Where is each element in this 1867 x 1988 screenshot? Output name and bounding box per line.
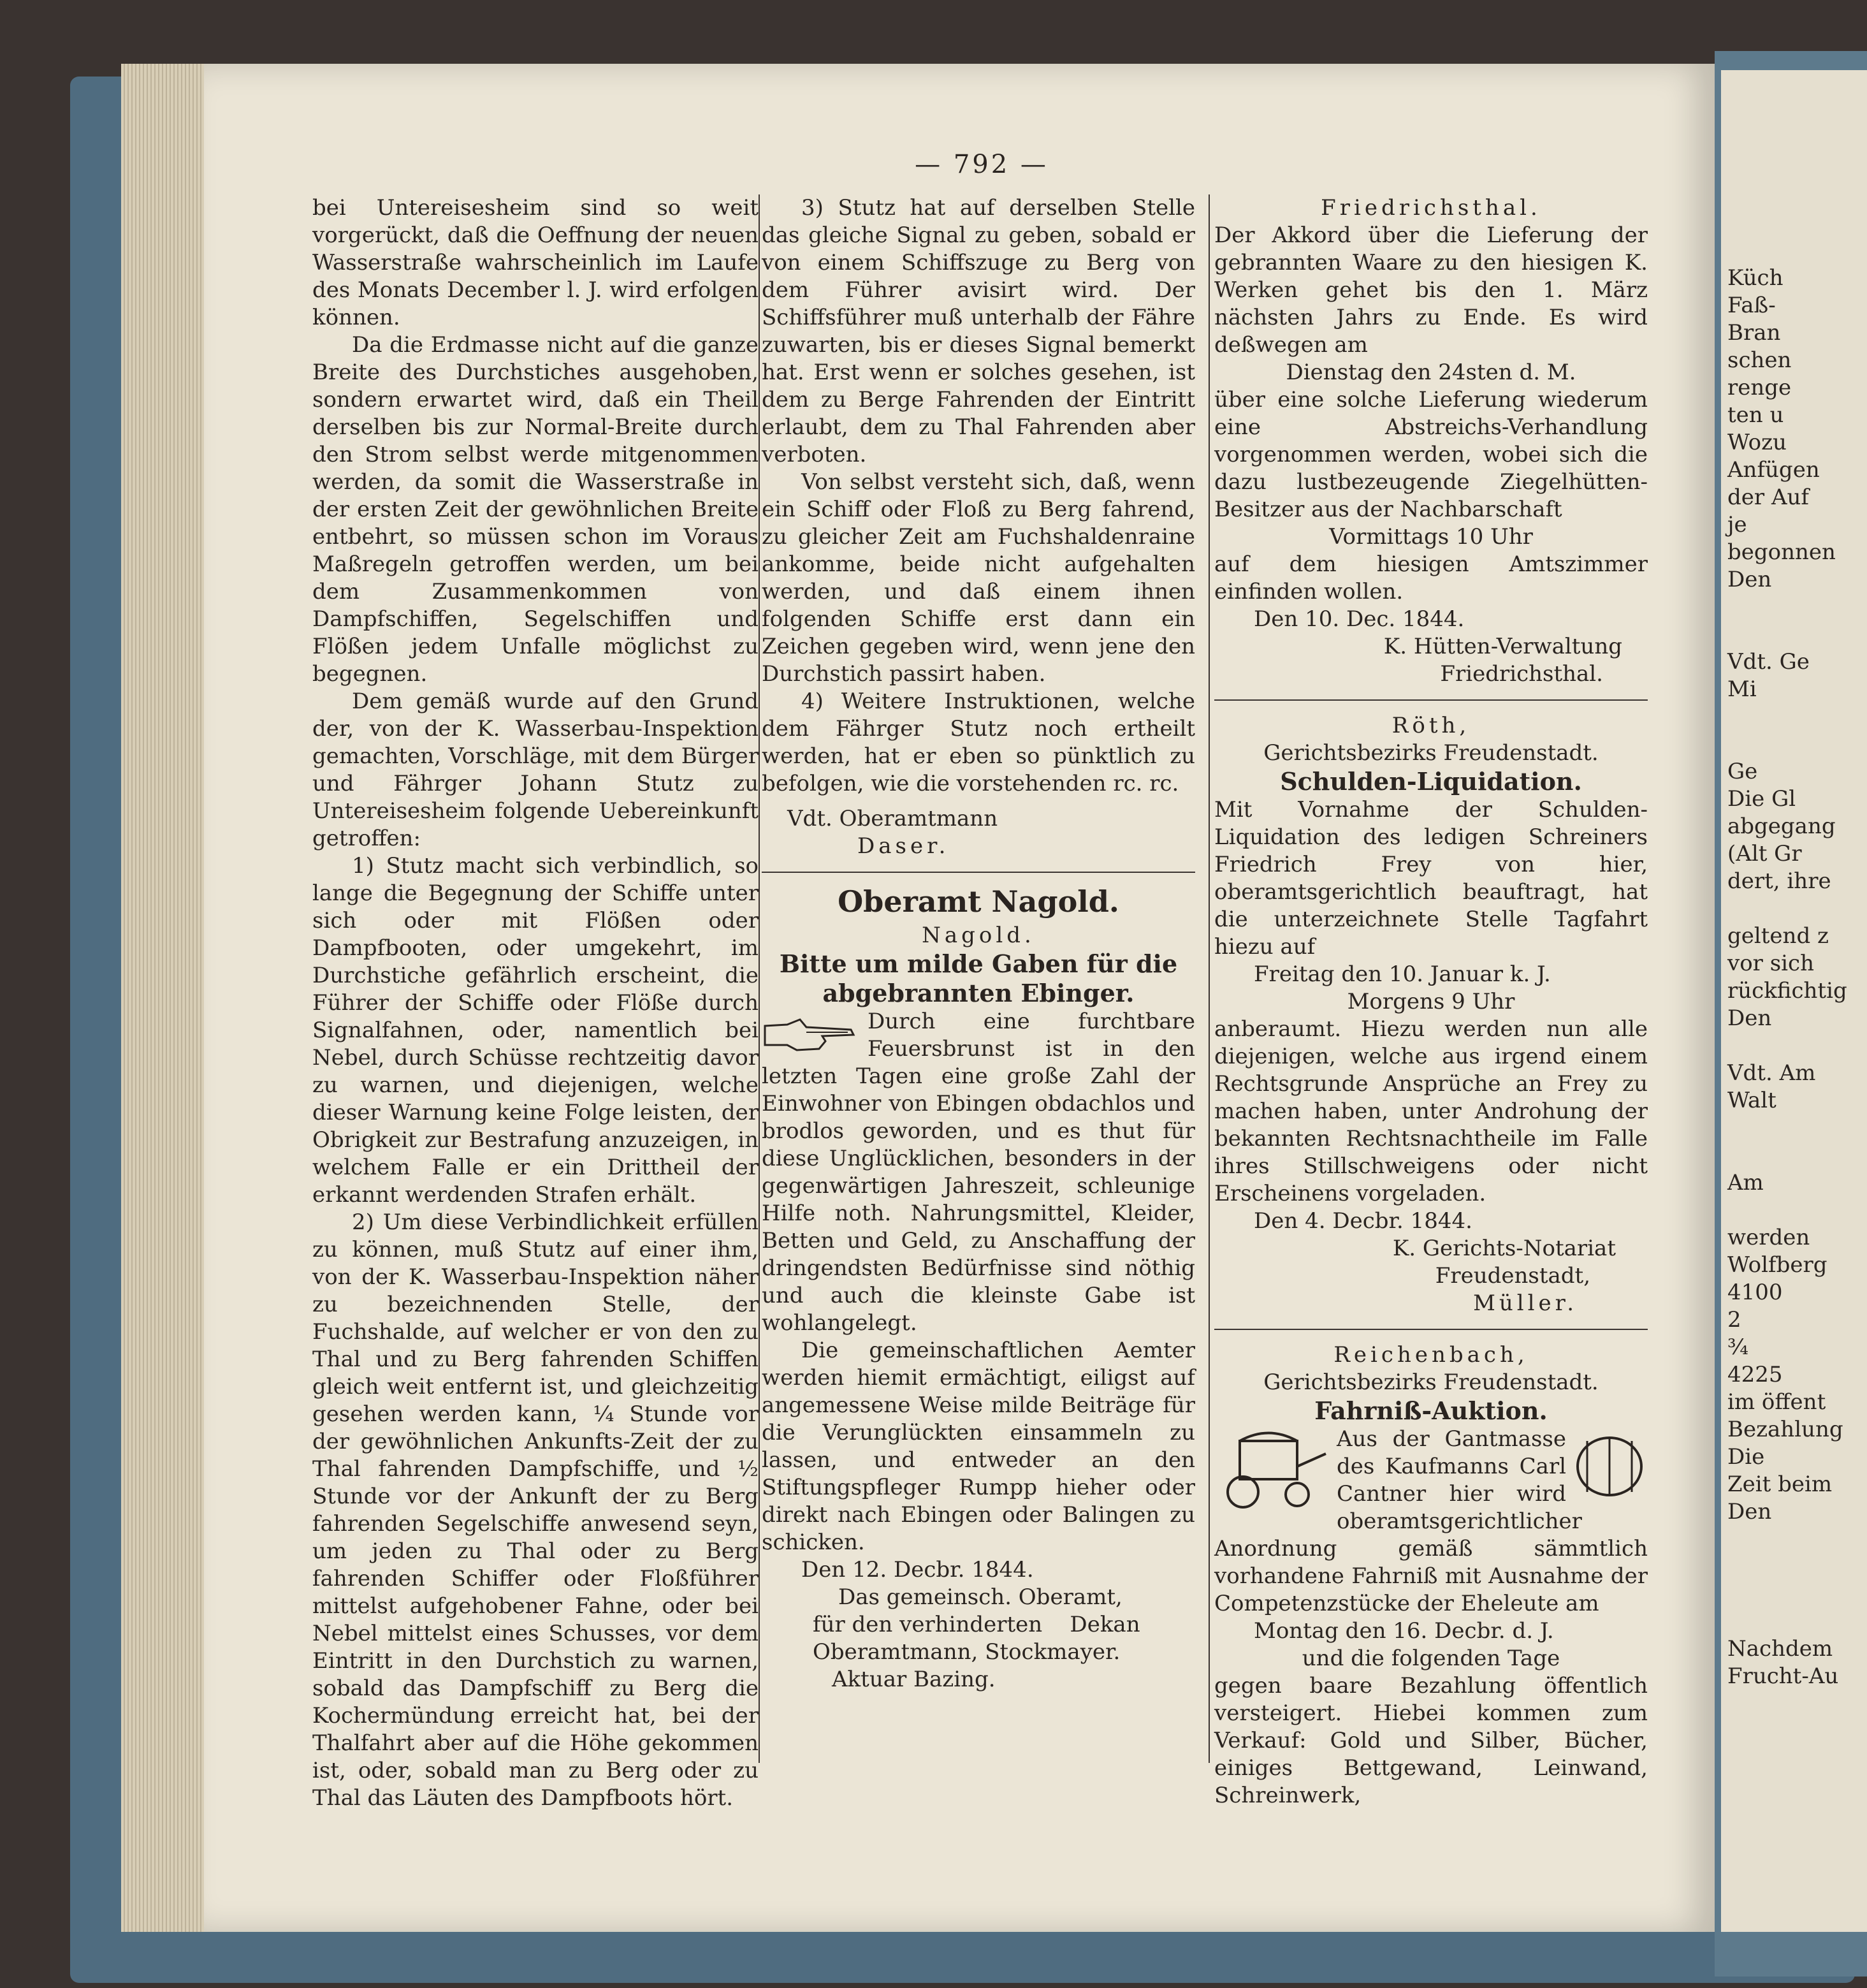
place-name: Röth, (1391, 713, 1471, 738)
next-page-line: Vdt. Am (1727, 1060, 1816, 1086)
next-page-line: der Auf (1727, 485, 1809, 510)
office-heading: Oberamt Nagold. (838, 884, 1119, 919)
paragraph: Da die Erdmasse nicht auf die ganze Breite des Durchstiches ausgehoben, sondern erwartet wird, daß ein Theil derselben bis zur Normal-Breite durch den Strom selbst werde mitgenommen werden, da somit die Wasserstraße in der ersten Zeit der gewöhnlichen Breite entbehrt, so müssen schon im Voraus Maßregeln getroffen werden, um bei dem Zusammenkommen von Dampfschiffen, Segelschiffen und Flößen jedem Unfalle möglichst zu begegnen. (312, 332, 759, 687)
barrel-icon (1571, 1428, 1648, 1505)
next-page-line (1727, 895, 1847, 923)
next-page-line: Nachdem (1727, 1636, 1833, 1662)
column-1 (312, 194, 759, 1812)
next-page-line: dert, ihre (1727, 868, 1831, 894)
signature-line: Vdt. Oberamtmann (787, 806, 998, 831)
appeal-text (762, 1008, 1195, 1337)
carriage-icon (1214, 1428, 1329, 1511)
next-page-line: im öffent (1727, 1389, 1826, 1415)
column-2 (762, 194, 1195, 1693)
date-line: Den 12. Decbr. 1844. (801, 1557, 1034, 1582)
next-page-line (1727, 621, 1847, 648)
place-name: Reichenbach, (1333, 1342, 1529, 1368)
pointing-hand-icon (762, 1013, 857, 1058)
paragraph: und die folgenden Tage (1302, 1646, 1560, 1671)
signature-line: Aktuar Bazing. (832, 1667, 996, 1692)
next-page-line: ten u (1727, 402, 1784, 428)
next-page-text (1727, 265, 1847, 1690)
paragraph: auf dem hiesigen Amtszimmer einfinden wollen. (1214, 552, 1648, 604)
next-page-line: Den (1727, 1005, 1772, 1031)
next-page (1721, 70, 1867, 1932)
next-page-line: Wozu (1727, 430, 1787, 455)
signature-line: K. Gerichts-Notariat (1392, 1236, 1616, 1261)
next-page-line: 4225 (1727, 1362, 1783, 1387)
next-page-line (1727, 594, 1847, 621)
next-page-line: Am (1727, 1170, 1764, 1195)
appeal-body: Durch eine furchtbare Feuersbrunst ist in den letzten Tagen eine große Zahl der Einwohner von Ebingen obdachlos und brodlos geworden, und es thut für diese Unglücklichen, besonders in der gegenwärtigen Jahreszeit, schleunige Hilfe noth. Nahrungsmittel, Kleider, Betten und Geld, zu Anschaffung der dringendsten Bedürfnisse sind nöthig und auch die kleinste Gabe ist wohlangelegt. (762, 1009, 1195, 1336)
next-page-line (1727, 1553, 1847, 1581)
signature-line: K. Hütten-Verwaltung (1383, 634, 1622, 659)
signature-line: Das gemeinsch. Oberamt, (838, 1584, 1122, 1610)
next-page-line: Faß- (1727, 293, 1776, 318)
next-page-line: Frucht-Au (1727, 1663, 1839, 1689)
paragraph: Von selbst versteht sich, daß, wenn ein Schiff oder Floß zu Berg fahrend, zu gleicher Zeit am Fuchshaldenraine ankomme, beide nicht aufgehalten werden, und daß einem ihnen folgenden Schiffe erst dann ein Zeichen gegeben wird, wenn jene den Durchstich passirt haben. (762, 469, 1195, 687)
column-rule-2 (1209, 194, 1210, 1763)
date-line: Freitag den 10. Januar k. J. (1254, 961, 1551, 987)
next-page-line: geltend z (1727, 923, 1829, 949)
next-page-line: Mi (1727, 676, 1757, 702)
paragraph: 3) Stutz hat auf derselben Stelle das gleiche Signal zu geben, sobald er von einem Schiffszuge zu Berg von dem Führer avisirt wird. Der Schiffsführer muß unterhalb der Fähre zuwarten, bis er dieses Signal bemerkt hat. Erst wenn er solches gesehen, ist dem zu Berge Fahrenden der Eintritt erlaubt, dem zu Thal Fahrenden aber verboten. (762, 195, 1195, 467)
divider (1214, 1329, 1648, 1330)
next-page-line: ¾ (1727, 1334, 1748, 1360)
next-page-line: werden (1727, 1225, 1810, 1250)
date-line: Den 10. Dec. 1844. (1254, 606, 1465, 632)
next-page-line: renge (1727, 375, 1792, 400)
column-3 (1214, 194, 1648, 1809)
paragraph: Dem gemäß wurde auf den Grund der, von der K. Wasserbau-Inspektion gemachten, Vorschläge, mit dem Bürger und Fährger Johann Stutz zu Untereisesheim folgende Uebereinkunft getroffen: (312, 689, 759, 851)
paragraph: Die gemeinschaftlichen Aemter werden hiemit ermächtigt, eiligst auf angemessene Weise milde Beiträge für die Verunglückten einsammeln zu lassen, und entweder an den Stiftungspfleger Rumpp hieher oder direkt nach Ebingen oder Balingen zu schicken. (762, 1338, 1195, 1555)
next-page-line: (Alt Gr (1727, 841, 1802, 866)
next-page-line: Wolfberg (1727, 1252, 1827, 1278)
next-page-line: Vdt. Ge (1727, 649, 1810, 675)
paragraph: über eine solche Lieferung wiederum eine Abstreichs-Verhandlung vorgenommen werden, wobei sich die dazu lustbezeugende Ziegelhütten-Besitzer aus der Nachbarschaft (1214, 387, 1648, 522)
divider (1214, 699, 1648, 701)
notice-title: Bitte um milde Gaben für die abgebrannten Ebinger. (779, 949, 1178, 1007)
next-page-line (1727, 1526, 1847, 1553)
signature-line: Freudenstadt, (1435, 1263, 1590, 1289)
next-page-line (1727, 1608, 1847, 1635)
notice-title: Schulden-Liquidation. (1280, 767, 1582, 796)
next-page-line: rückfichtig (1727, 978, 1847, 1004)
date-line: Den 4. Decbr. 1844. (1254, 1208, 1472, 1234)
next-page-line (1727, 1197, 1847, 1224)
paragraph: bei Untereisesheim sind so weit vorgerückt, daß die Oeffnung der neuen Wasserstraße wahrscheinlich im Laufe des Monats December l. J. wird erfolgen können. (312, 195, 759, 330)
auction-text (1214, 1426, 1648, 1618)
signature-line: Friedrichsthal. (1440, 661, 1603, 687)
signature-name: Daser. (857, 833, 950, 859)
notice-title: Fahrniß-Auktion. (1314, 1396, 1548, 1425)
next-page-line: Den (1727, 1499, 1772, 1524)
next-page-line: Zeit beim (1727, 1472, 1833, 1497)
next-page-line (1727, 1581, 1847, 1608)
date-line: Dienstag den 24sten d. M. (1286, 360, 1576, 385)
paragraph: anberaumt. Hiezu werden nun alle diejenigen, welche aus irgend einem Rechtsgrunde Ansprüche an Frey zu machen haben, unter Androhung der bekannten Rechtsnachtheile im Falle ihres Stillschweigens oder nicht Erscheinens vorgeladen. (1214, 1016, 1648, 1206)
time-line: Morgens 9 Uhr (1347, 989, 1515, 1014)
next-page-line: 4100 (1727, 1280, 1783, 1305)
next-page-line (1727, 1142, 1847, 1169)
next-page-line: je (1727, 512, 1747, 537)
page-number: — 792 — (915, 150, 1049, 179)
page-edges (121, 64, 204, 1932)
next-page-line (1727, 731, 1847, 758)
paragraph: 1) Stutz macht sich verbindlich, so lange die Begegnung der Schiffe unter sich oder mit Flößen oder Dampfbooten, oder umgekehrt, im Durchstiche gefährlich erscheint, die Führer der Schiffe oder Flöße durch Signalfahnen, oder, namentlich bei Nebel, durch Schüsse rechtzeitig davor zu warnen, und diejenigen, welche dieser Warnung keine Folge leisten, der Obrigkeit zur Bestrafung anzuzeigen, in welchem Falle er ein Drittheil der erkannt werdenden Strafen erhält. (312, 853, 759, 1208)
paragraph: Mit Vornahme der Schulden-Liquidation des ledigen Schreiners Friedrich Frey von hier, oberamtsgerichtlich beauftragt, hat die unterzeichnete Stelle Tagfahrt hiezu auf (1214, 797, 1648, 960)
next-page-line: Den (1727, 567, 1772, 592)
next-page-line: Bezahlung (1727, 1417, 1843, 1442)
next-page-line (1727, 1115, 1847, 1142)
place-name: Nagold. (922, 923, 1035, 948)
next-page-line: Küch (1727, 265, 1783, 291)
next-page-line (1727, 703, 1847, 731)
district-line: Gerichtsbezirks Freudenstadt. (1263, 740, 1599, 766)
date-line: Montag den 16. Decbr. d. J. (1254, 1618, 1554, 1644)
next-page-line: Anfügen (1727, 457, 1820, 483)
next-page-line: 2 (1727, 1307, 1741, 1333)
next-page-line: begonnen (1727, 539, 1836, 565)
district-line: Gerichtsbezirks Freudenstadt. (1263, 1370, 1599, 1395)
next-page-line: schen (1727, 347, 1792, 373)
column-rule-1 (759, 194, 760, 1763)
signature-name: Müller. (1473, 1290, 1578, 1316)
paragraph: 4) Weitere Instruktionen, welche dem Fährger Stutz noch ertheilt werden, hat er eben so pünktlich zu befolgen, wie die vorstehenden rc. rc. (762, 689, 1195, 796)
place-name: Friedrichsthal. (1321, 195, 1541, 221)
next-page-line: Walt (1727, 1088, 1776, 1113)
next-page-line: Die (1727, 1444, 1765, 1470)
next-page-line: Bran (1727, 320, 1781, 346)
paragraph: Der Akkord über die Lieferung der gebrannten Waare zu den hiesigen K. Werken gehet bis den 1. März nächsten Jahrs zu Ende. Es wird deßwegen am (1214, 223, 1648, 358)
next-page-line (1727, 1032, 1847, 1060)
signature-line: Oberamtmann, Stockmayer. (813, 1639, 1121, 1665)
paragraph: gegen baare Bezahlung öffentlich versteigert. Hiebei kommen zum Verkauf: Gold und Silber, Bücher, einiges Bettgewand, Leinwand, Schreinwerk, (1214, 1673, 1648, 1808)
time-line: Vormittags 10 Uhr (1329, 524, 1533, 550)
next-page-line: Die Gl (1727, 786, 1796, 812)
paragraph: 2) Um diese Verbindlichkeit erfüllen zu können, muß Stutz auf einer ihm, von der K. Wasserbau-Inspektion näher zu bezeichnenden Stelle, der Fuchshalde, auf welcher er von den zu Thal und zu Berg fahrenden Schiffen gleich weit entfernt ist, und gleichzeitig gesehen werden kann, ¼ Stunde vor der gewöhnlichen Ankunfts-Zeit der zu Thal fahrenden Dampfschiffe, und ½ Stunde vor der Ankunft der zu Berg fahrenden Segelschiffe anwesend seyn, um jeden zu Thal oder zu Berg fahrenden Schiffer oder Floßführer mittelst aufgehobener Fahne, oder bei Nebel mittelst eines Schusses, vor dem Eintritt in den Durchstich zu warnen, sobald das Dampfschiff zu Berg die Kochermündung erreicht hat, bei der Thalfahrt aber auf die Höhe gekommen ist, oder, sobald man zu Berg oder zu Thal das Läuten des Dampfboots hört. (312, 1210, 759, 1811)
next-page-line: Ge (1727, 759, 1758, 784)
auction-body: Aus der Gantmasse des Kaufmanns Carl Cantner hier wird oberamtsgerichtlicher Anordnung gemäß sämmtlich vorhandene Fahrniß mit Ausnahme der Competenzstücke der Eheleute am (1214, 1426, 1648, 1616)
divider (762, 872, 1195, 873)
next-page-line: vor sich (1727, 951, 1814, 976)
next-page-line: abgegang (1727, 814, 1836, 839)
signature-line: für den verhinderten Dekan (813, 1612, 1140, 1637)
